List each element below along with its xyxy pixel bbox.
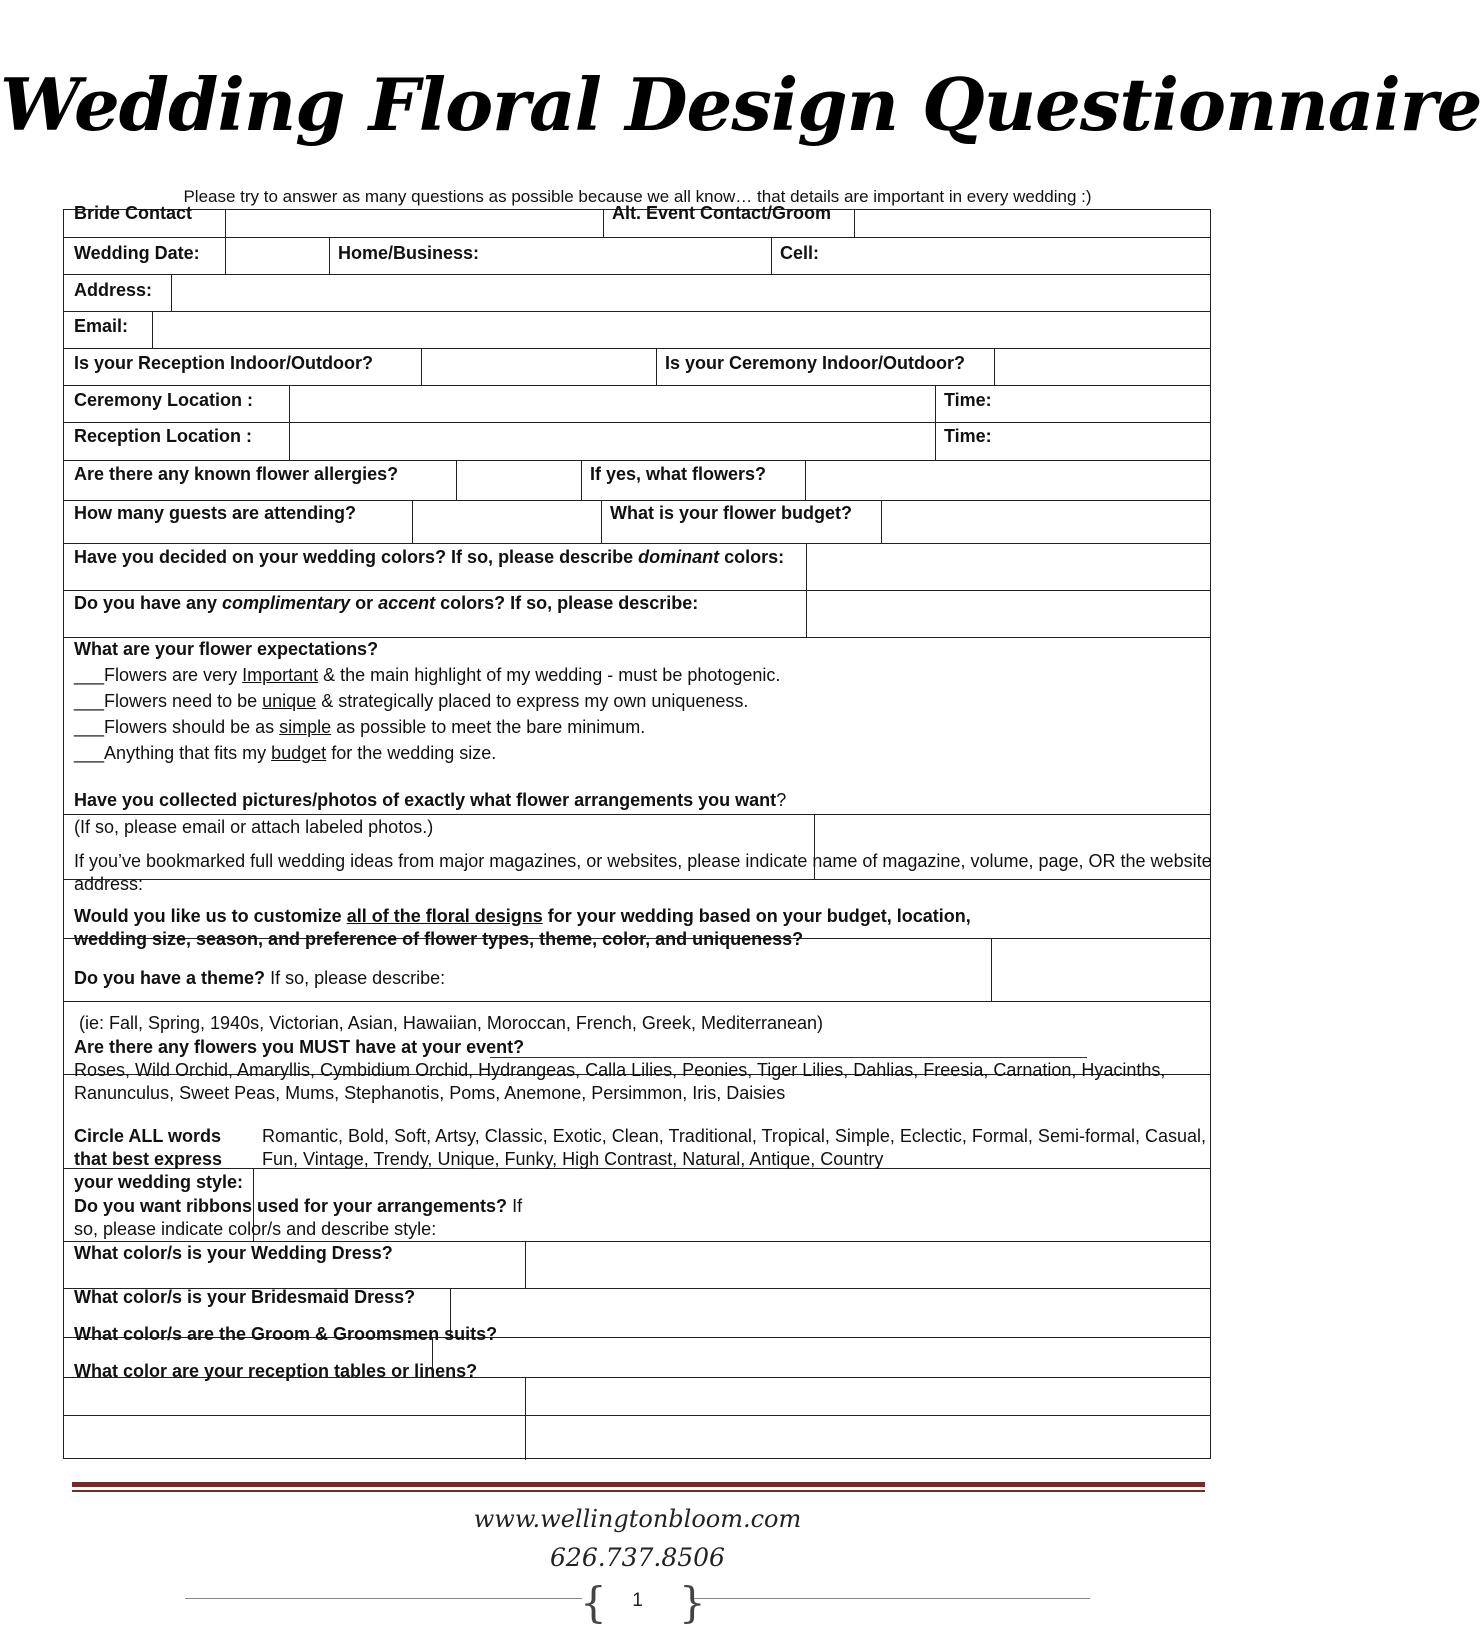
cell-divider — [771, 237, 772, 274]
customize-label-cont: wedding size, season, and preference of flower types, theme, color, and uniqueness? — [74, 929, 804, 949]
cell-divider — [935, 385, 936, 460]
row-divider — [64, 500, 1210, 501]
expectations-label: What are your flower expectations? — [74, 639, 379, 659]
row-divider — [64, 814, 1210, 815]
subtitle: Please try to answer as many questions as possible because we all know… that details are important in every wedding :) — [183, 187, 1092, 206]
row-divider — [64, 422, 1210, 423]
pictures-label: Have you collected pictures/photos of exactly what flower arrangements you want? — [74, 790, 787, 810]
cell-label: Cell: — [780, 243, 820, 263]
style-options-cont[interactable]: Fun, Vintage, Trendy, Unique, Funky, High Contrast, Natural, Antique, Country — [262, 1149, 884, 1169]
ribbons-label: Do you want ribbons used for your arrangements? If — [74, 1196, 523, 1216]
reception-tables-label: What color are your reception tables or linens? — [74, 1361, 478, 1381]
bridesmaid-dress-label: What color/s is your Bridesmaid Dress? — [74, 1287, 416, 1307]
flower-options: Roses, Wild Orchid, Amaryllis, Cymbidium Orchid, Hydrangeas, Calla Lilies, Peonies, Tiger Lilies, Dahlias, Freesia, Carnation, Hyacinths, — [74, 1060, 1166, 1080]
row-divider — [64, 543, 1210, 544]
alt-contact-field[interactable] — [855, 210, 1210, 237]
expectation-option[interactable]: ___Anything that fits my budget for the wedding size. — [74, 743, 497, 763]
guests-label: How many guests are attending? — [74, 503, 357, 523]
style-options[interactable]: Romantic, Bold, Soft, Artsy, Classic, Exotic, Clean, Traditional, Tropical, Simple, Eclectic, Formal, Semi-formal, Casual, — [262, 1126, 1206, 1146]
ribbons-label-cont: so, please indicate color/s and describe style: — [74, 1219, 437, 1239]
right-brace-icon: } — [679, 1578, 706, 1627]
groom-suits-label: What color/s are the Groom & Groomsmen suits? — [74, 1324, 498, 1344]
wedding-colors-label: Have you decided on your wedding colors? If so, please describe dominant colors: — [74, 547, 785, 567]
cell-divider — [456, 460, 457, 500]
budget-label: What is your flower budget? — [610, 503, 852, 523]
cell-divider — [991, 938, 992, 1001]
bookmarked-label-cont: address: — [74, 874, 144, 894]
bookmarked-label: If you’ve bookmarked full wedding ideas from major magazines, or websites, please indicate name of magazine, volume, page, OR the website — [74, 851, 1212, 871]
alt-contact-label: Alt. Event Contact/Groom — [612, 203, 832, 223]
circle-words-label: that best express — [74, 1149, 223, 1169]
flower-options-cont: Ranunculus, Sweet Peas, Mums, Stephanotis, Poms, Anemone, Persimmon, Iris, Daisies — [74, 1083, 786, 1103]
wedding-date-label: Wedding Date: — [74, 243, 200, 263]
footer-website: www.wellingtonbloom.com — [473, 1505, 802, 1533]
ceremony-location-label: Ceremony Location : — [74, 390, 254, 410]
customize-label: Would you like us to customize all of the floral designs for your wedding based on your budget, location, — [74, 906, 971, 926]
cell-divider — [329, 237, 330, 274]
cell-divider — [525, 1377, 526, 1460]
expectation-option[interactable]: ___Flowers are very Important & the main highlight of my wedding - must be photogenic. — [74, 665, 781, 685]
footer-rule — [72, 1482, 1205, 1487]
cell-divider — [525, 1241, 526, 1288]
page-title: Wedding Floral Design Questionnaire — [0, 62, 1481, 147]
row-divider — [64, 385, 1210, 386]
home-business-label: Home/Business: — [338, 243, 480, 263]
accent-colors-label: Do you have any complimentary or accent colors? If so, please describe: — [74, 593, 699, 613]
reception-location-label: Reception Location : — [74, 426, 253, 446]
row-divider — [64, 348, 1210, 349]
footer-phone: 626.737.8506 — [550, 1543, 725, 1572]
page-number: 1 — [632, 1590, 643, 1611]
bride-contact-label: Bride Contact — [74, 203, 193, 223]
footer-rule — [72, 1490, 1205, 1492]
wedding-dress-label: What color/s is your Wedding Dress? — [74, 1243, 393, 1263]
cell-divider — [601, 500, 602, 543]
expectation-option[interactable]: ___Flowers should be as simple as possible to meet the bare minimum. — [74, 717, 646, 737]
row-divider — [64, 1415, 1210, 1416]
email-field[interactable] — [153, 312, 1210, 348]
if-yes-label: If yes, what flowers? — [590, 464, 767, 484]
ceremony-indoor-outdoor-label: Is your Ceremony Indoor/Outdoor? — [665, 353, 966, 373]
expectation-option[interactable]: ___Flowers need to be unique & strategically placed to express my own uniqueness. — [74, 691, 749, 711]
cell-divider — [412, 500, 413, 543]
cell-divider — [656, 348, 657, 385]
cell-divider — [421, 348, 422, 385]
pictures-note: (If so, please email or attach labeled photos.) — [74, 817, 434, 837]
theme-label: Do you have a theme? If so, please describe: — [74, 968, 446, 988]
reception-time-label: Time: — [944, 426, 992, 446]
circle-words-label: Circle ALL words — [74, 1126, 222, 1146]
cell-divider — [881, 500, 882, 543]
row-divider — [64, 879, 1210, 880]
cell-divider — [581, 460, 582, 500]
address-label: Address: — [74, 280, 153, 300]
reception-indoor-outdoor-label: Is your Reception Indoor/Outdoor? — [74, 353, 373, 373]
row-divider — [64, 590, 1210, 591]
allergies-label: Are there any known flower allergies? — [74, 464, 399, 484]
left-brace-icon: { — [580, 1578, 607, 1627]
cell-divider — [994, 348, 995, 385]
cell-divider — [805, 460, 806, 500]
email-label: Email: — [74, 316, 129, 336]
address-field[interactable] — [172, 275, 1210, 311]
must-have-blank-line[interactable] — [490, 1057, 1087, 1058]
circle-words-label: your wedding style: — [74, 1172, 244, 1192]
ceremony-time-label: Time: — [944, 390, 992, 410]
row-divider — [64, 460, 1210, 461]
cell-divider — [806, 543, 807, 637]
bride-contact-field[interactable] — [226, 210, 602, 237]
questionnaire-form — [63, 203, 1212, 1459]
wedding-date-field[interactable] — [226, 238, 328, 274]
cell-divider — [603, 210, 604, 237]
cell-divider — [289, 385, 290, 460]
row-divider — [64, 1001, 1210, 1002]
theme-examples: (ie: Fall, Spring, 1940s, Victorian, Asian, Hawaiian, Moroccan, French, Greek, Mediterranean) — [79, 1013, 824, 1033]
must-have-label: Are there any flowers you MUST have at your event? — [74, 1037, 525, 1057]
